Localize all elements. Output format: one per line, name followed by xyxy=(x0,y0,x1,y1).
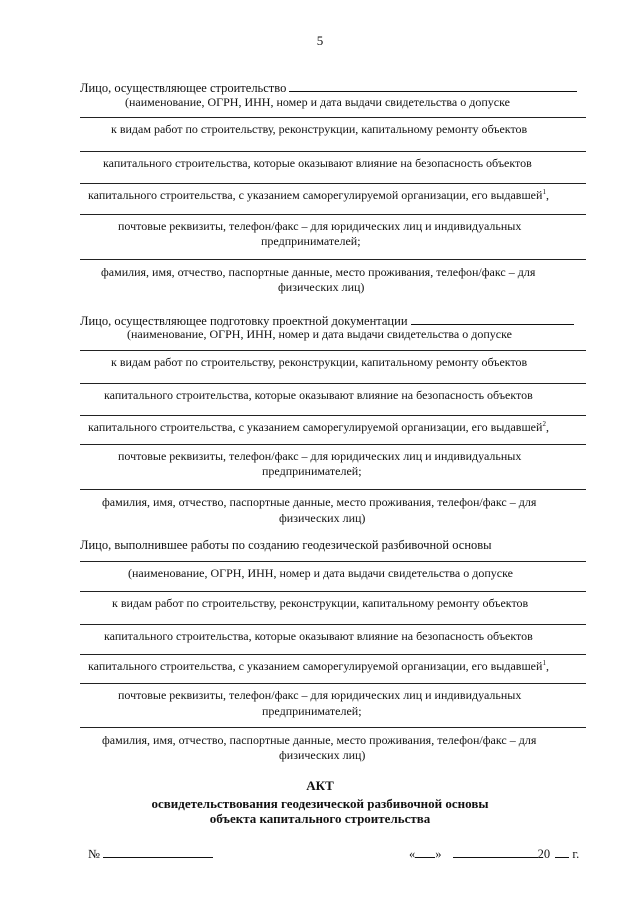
party-geodesist-title xyxy=(80,538,492,553)
party-geodesist-hint-6: предпринимателей; xyxy=(262,704,362,718)
party-designer-input-line[interactable] xyxy=(411,313,574,325)
party-geodesist-label: Лицо, выполнившее работы по созданию геодезической разбивочной основы xyxy=(80,538,492,552)
party-builder-label: Лицо, осуществляющее строительство xyxy=(80,81,287,95)
act-date-field xyxy=(409,846,579,862)
party-geodesist-hint-1: (наименование, ОГРН, ИНН, номер и дата выдачи свидетельства о допуске xyxy=(128,566,513,580)
footnote-marker: 1 xyxy=(542,659,546,667)
party-geodesist-rule-1[interactable] xyxy=(80,591,586,592)
party-builder-rule-1[interactable] xyxy=(80,117,586,118)
party-designer-hint-7: фамилия, имя, отчество, паспортные данные, место проживания, телефон/факс – для xyxy=(102,495,537,509)
date-year-input[interactable] xyxy=(555,846,569,858)
year-suffix: г. xyxy=(572,847,580,861)
act-heading: АКТ xyxy=(306,778,334,793)
party-geodesist-rule-4[interactable] xyxy=(80,683,586,684)
party-designer-hint-5: почтовые реквизиты, телефон/факс – для юридических лиц и индивидуальных xyxy=(118,449,522,463)
party-builder-hint-6: предпринимателей; xyxy=(261,234,361,248)
party-designer-rule-2[interactable] xyxy=(80,383,586,384)
number-sign: № xyxy=(88,847,100,861)
act-title-line-1: освидетельствования геодезической разбивочной основы xyxy=(151,796,489,811)
party-geodesist-rule-2[interactable] xyxy=(80,624,586,625)
party-designer-hint-2: к видам работ по строительству, реконструкции, капитальному ремонту объектов xyxy=(111,355,528,369)
party-builder-hint-5: почтовые реквизиты, телефон/факс – для юридических лиц и индивидуальных xyxy=(118,219,522,233)
party-geodesist-rule-5[interactable] xyxy=(80,727,586,728)
footnote-marker: 1 xyxy=(542,188,546,196)
party-builder-hint-7: фамилия, имя, отчество, паспортные данные, место проживания, телефон/факс – для xyxy=(101,265,536,279)
party-geodesist-rule-0[interactable] xyxy=(80,561,586,562)
party-builder-hint-8: физических лиц) xyxy=(278,280,365,294)
party-geodesist-hint-4: капитального строительства, с указанием саморегулируемой организации, его выдавшей$^1$, xyxy=(88,659,549,673)
party-geodesist-hint-5: почтовые реквизиты, телефон/факс – для юридических лиц и индивидуальных xyxy=(118,688,522,702)
party-geodesist-hint-3: капитального строительства, которые оказывают влияние на безопасность объектов xyxy=(104,629,533,643)
quote-open: « xyxy=(409,847,416,861)
party-builder-hint-2: к видам работ по строительству, реконструкции, капитальному ремонту объектов xyxy=(111,122,528,136)
party-designer-hint-6: предпринимателей; xyxy=(262,464,362,478)
date-day-input[interactable] xyxy=(415,846,435,858)
date-month-input[interactable] xyxy=(453,846,538,858)
year-prefix: 20 xyxy=(537,847,551,861)
party-designer-hint-8: физических лиц) xyxy=(279,511,366,525)
party-geodesist-rule-3[interactable] xyxy=(80,654,586,655)
act-number-field xyxy=(88,846,213,862)
party-builder-rule-4[interactable] xyxy=(80,214,586,215)
party-geodesist-hint-8: физических лиц) xyxy=(279,748,366,762)
party-geodesist-hint-2: к видам работ по строительству, реконструкции, капитальному ремонту объектов xyxy=(112,596,529,610)
footnote-marker: 2 xyxy=(542,420,546,428)
party-builder-hint-3: капитального строительства, которые оказывают влияние на безопасность объектов xyxy=(103,156,532,170)
party-builder-rule-2[interactable] xyxy=(80,151,586,152)
party-designer-rule-3[interactable] xyxy=(80,415,586,416)
party-builder-hint-1: (наименование, ОГРН, ИНН, номер и дата выдачи свидетельства о допуске xyxy=(125,95,510,109)
party-geodesist-hint-7: фамилия, имя, отчество, паспортные данные, место проживания, телефон/факс – для xyxy=(102,733,537,747)
party-designer-hint-4: капитального строительства, с указанием саморегулируемой организации, его выдавшей$^2$, xyxy=(88,420,549,434)
party-designer-rule-5[interactable] xyxy=(80,489,586,490)
party-builder-title xyxy=(80,80,577,96)
party-builder-hint-4: капитального строительства, с указанием саморегулируемой организации, его выдавшей$^1$, xyxy=(88,188,549,202)
party-builder-rule-3[interactable] xyxy=(80,183,586,184)
party-designer-rule-1[interactable] xyxy=(80,350,586,351)
party-builder-rule-5[interactable] xyxy=(80,259,586,260)
party-designer-hint-3: капитального строительства, которые оказывают влияние на безопасность объектов xyxy=(104,388,533,402)
act-title-line-2: объекта капитального строительства xyxy=(209,811,431,826)
page-number: 5 xyxy=(316,33,324,48)
party-designer-label: Лицо, осуществляющее подготовку проектной документации xyxy=(80,314,408,328)
party-designer-hint-1: (наименование, ОГРН, ИНН, номер и дата выдачи свидетельства о допуске xyxy=(127,327,512,341)
party-designer-rule-4[interactable] xyxy=(80,444,586,445)
act-number-input[interactable] xyxy=(103,846,213,858)
quote-close: » xyxy=(435,847,442,861)
party-builder-input-line[interactable] xyxy=(289,80,577,92)
